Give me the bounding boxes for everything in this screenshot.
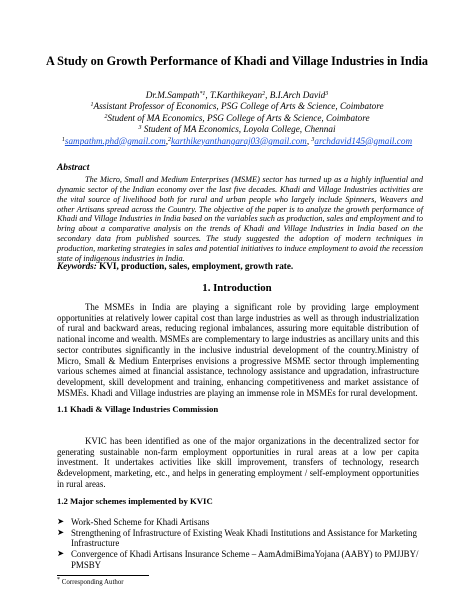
list-item-text: Convergence of Khadi Artisans Insurance Scheme – AamAdmiBimaYojana (AABY) to PMJJBY/ PMSBY (71, 549, 419, 570)
author-block (0, 90, 474, 147)
affiliation-1-text: Assistant Professor of Economics, PSG College of Arts & Science, Coimbatore (93, 101, 384, 112)
author-3-sup: 3 (325, 91, 329, 97)
author-1-sup: *1 (199, 91, 206, 97)
affiliation-2 (0, 113, 474, 124)
email-link-2[interactable]: karthikeyanthangaraj03@gmail.com (171, 135, 307, 146)
keywords-line (57, 261, 423, 271)
kvic-paragraph: KVIC has been identified as one of the major organizations in the decentralized sector for generating sustainable non-farm employment opportunities in rural areas at a low per capita investment. It undertakes activities like skill improvement, transfers of technology, research &development, marketing, etc., and helps in generating employment / self-employment opportunities in rural areas. (57, 436, 419, 489)
abstract-heading: Abstract (57, 163, 90, 173)
schemes-list (57, 517, 419, 571)
email-2-sup: 2 (168, 136, 172, 143)
list-item (57, 549, 419, 570)
list-item (57, 528, 419, 549)
footnote-marker: * (57, 577, 60, 583)
arrow-bullet-icon: ➤ (57, 527, 65, 538)
keywords-label: Keywords: (57, 261, 97, 271)
affiliation-2-text: Student of MA Economics, PSG College of Arts & Science, Coimbatore (107, 112, 370, 123)
footnote-text: Corresponding Author (61, 579, 124, 586)
footnote (57, 579, 124, 586)
email-link-3[interactable]: archdavid145@gmail.com (314, 135, 413, 146)
introduction-paragraph: The MSMEs in India are playing a significant role by providing large employment opportunities at relatively lower capital cost than large industries as well as through industrialization of rural and backward areas, reducing regional imbalances, assuring more equitable distribution of national income and wealth. MSMEs are complementary to large industries as ancillary units and this sector contributes significantly in the inclusive industrial development of the country.Ministry of Micro, Small & Medium Enterprises envisions a progressive MSME sector through implementing various schemes aimed at financial assistance, technology assistance and upgradation, infrastructure development, skill development and training, enhancing competitiveness and market assistance of MSMEs. Khadi and Village industries are playing an immense role in MSMEs for rural development. (57, 302, 419, 398)
email-line: $^1$sampathm.phd@gmail.com,$^2$karthikeyanthangaraj03@gmail.com, $^3$archdavid145@gmail.com (61, 135, 413, 146)
arrow-bullet-icon: ➤ (57, 517, 65, 527)
affiliation-3 (0, 124, 474, 135)
paper-title: A Study on Growth Performance of Khadi and Village Industries in India (45, 54, 429, 68)
abstract-body: The Micro, Small and Medium Enterprises (MSME) sector has turned up as a highly influential and dynamic sector of the Indian economy over the last five decades. Khadi and Village Industries activities are the vital source of livelihood both for rural and urban people who largely include Spinners, Weavers and other Artisans spread across the Country. The objective of the paper is to analyze the growth performance of Khadi and Village Industries in India based on the variables such as production, sales and employment and to bring about a comparative analysis on the trends of Khadi and Village Industries in India based on the secondary data from published sources. The study suggested the adoption of modern techniques in production, marketing strategies in sales and potential initiatives to induce employment to avoid the recession state of indigenous industries in India. (57, 175, 423, 263)
keywords-text: KVI, production, sales, employment, growth rate. (99, 261, 294, 271)
affiliation-1-sup: 1 (90, 102, 94, 109)
email-3-sup: 3 (311, 136, 315, 143)
affiliation-3-text: Student of MA Economics, Loyola College, Chennai (143, 124, 336, 135)
author-2: T.Karthikeyan (209, 90, 263, 100)
author-2-sup: 2 (262, 91, 266, 97)
affiliation-2-sup: 2 (104, 113, 108, 120)
list-item-text: Strengthening of Infrastructure of Existing Weak Khadi Institutions and Assistance for Marketing Infrastructure (71, 527, 417, 549)
email-link-1[interactable]: sampathm.phd@gmail.com (64, 135, 166, 146)
affiliation-1 (0, 101, 474, 112)
footnote-divider (57, 575, 149, 576)
subsection-heading-schemes: 1.2 Major schemes implemented by KVIC (57, 496, 213, 506)
author-1: Dr.M.Sampath (145, 90, 200, 100)
list-item-text: Work-Shed Scheme for Khadi Artisans (71, 517, 210, 527)
author-names: Dr.M.Sampath$^{*1}$, T.Karthikeyan$^2$, B.I.Arch David$^3$ (145, 90, 329, 100)
list-item (57, 517, 419, 528)
arrow-bullet-icon: ➤ (57, 549, 65, 560)
section-heading-introduction: 1. Introduction (202, 282, 272, 294)
email-1-sup: 1 (61, 136, 65, 143)
subsection-heading-kvic: 1.1 Khadi & Village Industries Commission (57, 404, 219, 414)
author-3: B.I.Arch David (269, 90, 326, 100)
affiliation-3-sup: 3 (138, 125, 142, 132)
